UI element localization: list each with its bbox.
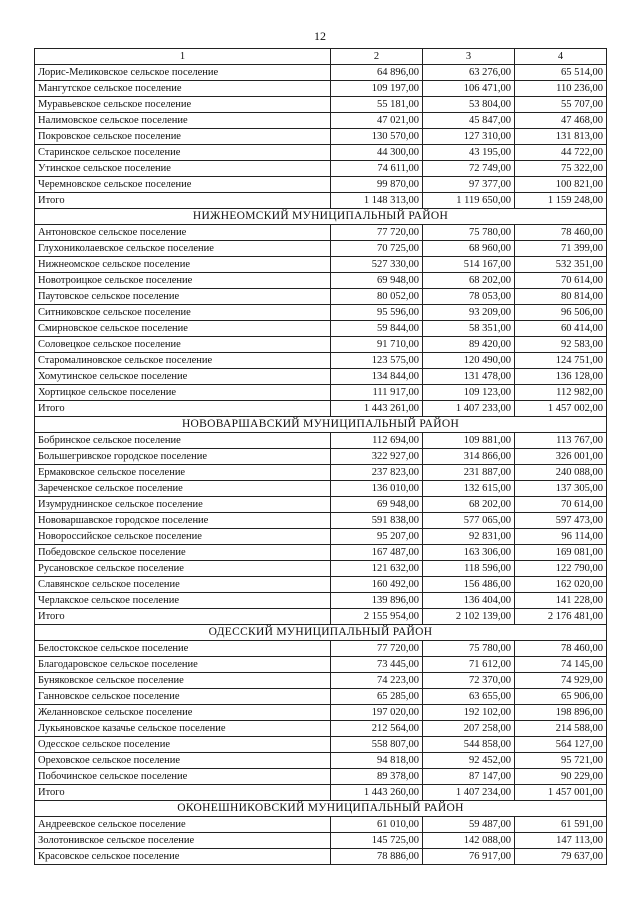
table-header-row [35,49,607,65]
amount-cell-col-2: 123 575,00 [331,353,423,369]
amount-cell-col-4: 1 159 248,00 [515,193,607,209]
amount-cell-col-3: 72 370,00 [423,673,515,689]
amount-cell-col-2: 197 020,00 [331,705,423,721]
amount-cell-col-3: 89 420,00 [423,337,515,353]
table-row [35,817,607,833]
amount-cell-col-2: 212 564,00 [331,721,423,737]
table-row [35,113,607,129]
amount-cell-col-2: 70 725,00 [331,241,423,257]
amount-cell-col-2: 65 285,00 [331,689,423,705]
amount-cell-col-3: 68 960,00 [423,241,515,257]
amount-cell-col-2: 145 725,00 [331,833,423,849]
amount-cell-col-3: 92 831,00 [423,529,515,545]
amount-cell-col-2: 527 330,00 [331,257,423,273]
table-row [35,593,607,609]
amount-cell-col-4: 1 457 001,00 [515,785,607,801]
amount-cell-col-3: 78 053,00 [423,289,515,305]
table-row [35,369,607,385]
amount-cell-col-3: 109 123,00 [423,385,515,401]
table-row [35,481,607,497]
table-row [35,305,607,321]
settlement-name-cell: Белостокское сельское поселение [35,641,331,657]
table-row [35,657,607,673]
settlement-name-cell: Старомалиновское сельское поселение [35,353,331,369]
amount-cell-col-4: 47 468,00 [515,113,607,129]
amount-cell-col-4: 80 814,00 [515,289,607,305]
settlement-name-cell: Победовское сельское поселение [35,545,331,561]
table-row [35,737,607,753]
settlement-name-cell: Муравьевское сельское поселение [35,97,331,113]
table-row [35,321,607,337]
amount-cell-col-3: 58 351,00 [423,321,515,337]
amount-cell-col-2: 112 694,00 [331,433,423,449]
settlement-name-cell: Мангутское сельское поселение [35,81,331,97]
header-col-1: 1 [35,49,331,65]
amount-cell-col-3: 109 881,00 [423,433,515,449]
settlement-name-cell: Старинское сельское поселение [35,145,331,161]
amount-cell-col-2: 59 844,00 [331,321,423,337]
settlement-name-cell: Итого [35,401,331,417]
amount-cell-col-4: 65 514,00 [515,65,607,81]
settlement-name-cell: Итого [35,609,331,625]
settlement-name-cell: Утинское сельское поселение [35,161,331,177]
amount-cell-col-4: 1 457 002,00 [515,401,607,417]
table-row [35,577,607,593]
page-number: 12 [314,29,326,43]
settlement-name-cell: Смирновское сельское поселение [35,321,331,337]
amount-cell-col-3: 314 866,00 [423,449,515,465]
settlement-name-cell: Черлакское сельское поселение [35,593,331,609]
amount-cell-col-2: 73 445,00 [331,657,423,673]
table-row [35,257,607,273]
settlement-name-cell: Глухониколаевское сельское поселение [35,241,331,257]
district-title: ОДЕССКИЙ МУНИЦИПАЛЬНЫЙ РАЙОН [35,625,607,641]
amount-cell-col-2: 74 611,00 [331,161,423,177]
amount-cell-col-2: 237 823,00 [331,465,423,481]
amount-cell-col-3: 68 202,00 [423,497,515,513]
settlement-name-cell: Итого [35,785,331,801]
amount-cell-col-2: 1 443 261,00 [331,401,423,417]
table-row [35,65,607,81]
amount-cell-col-4: 137 305,00 [515,481,607,497]
settlement-name-cell: Нововаршавское городское поселение [35,513,331,529]
amount-cell-col-3: 43 195,00 [423,145,515,161]
district-header-row [35,801,607,817]
amount-cell-col-4: 122 790,00 [515,561,607,577]
amount-cell-col-4: 96 506,00 [515,305,607,321]
district-title: ОКОНЕШНИКОВСКИЙ МУНИЦИПАЛЬНЫЙ РАЙОН [35,801,607,817]
table-body [35,65,607,865]
amount-cell-col-3: 544 858,00 [423,737,515,753]
amount-cell-col-2: 121 632,00 [331,561,423,577]
table-row [35,385,607,401]
amount-cell-col-2: 95 207,00 [331,529,423,545]
table-row [35,561,607,577]
amount-cell-col-4: 198 896,00 [515,705,607,721]
table-row [35,241,607,257]
table-row [35,529,607,545]
district-title: НОВОВАРШАВСКИЙ МУНИЦИПАЛЬНЫЙ РАЙОН [35,417,607,433]
amount-cell-col-4: 326 001,00 [515,449,607,465]
amount-cell-col-4: 74 145,00 [515,657,607,673]
settlement-name-cell: Зареченское сельское поселение [35,481,331,497]
settlement-name-cell: Желанновское сельское поселение [35,705,331,721]
table-row [35,673,607,689]
settlement-name-cell: Ермаковское сельское поселение [35,465,331,481]
table-row [35,849,607,865]
amount-cell-col-2: 55 181,00 [331,97,423,113]
table-row [35,177,607,193]
settlement-name-cell: Хортицкое сельское поселение [35,385,331,401]
settlement-name-cell: Новотроицкое сельское поселение [35,273,331,289]
table-row [35,433,607,449]
amount-cell-col-4: 78 460,00 [515,225,607,241]
table-row [35,609,607,625]
amount-cell-col-2: 47 021,00 [331,113,423,129]
amount-cell-col-3: 231 887,00 [423,465,515,481]
header-col-2: 2 [331,49,423,65]
amount-cell-col-3: 71 612,00 [423,657,515,673]
table-row [35,769,607,785]
amount-cell-col-4: 60 414,00 [515,321,607,337]
table-row [35,193,607,209]
amount-cell-col-2: 109 197,00 [331,81,423,97]
header-col-3: 3 [423,49,515,65]
settlement-name-cell: Буняковское сельское поселение [35,673,331,689]
header-col-4: 4 [515,49,607,65]
amount-cell-col-4: 141 228,00 [515,593,607,609]
table-row [35,465,607,481]
table-row [35,273,607,289]
settlement-name-cell: Бобринское сельское поселение [35,433,331,449]
amount-cell-col-4: 110 236,00 [515,81,607,97]
amount-cell-col-2: 77 720,00 [331,225,423,241]
settlement-name-cell: Ганновское сельское поселение [35,689,331,705]
amount-cell-col-4: 55 707,00 [515,97,607,113]
amount-cell-col-2: 80 052,00 [331,289,423,305]
amount-cell-col-2: 91 710,00 [331,337,423,353]
amount-cell-col-3: 577 065,00 [423,513,515,529]
amount-cell-col-2: 95 596,00 [331,305,423,321]
amount-cell-col-4: 95 721,00 [515,753,607,769]
settlement-name-cell: Одесское сельское поселение [35,737,331,753]
amount-cell-col-2: 2 155 954,00 [331,609,423,625]
amount-cell-col-2: 94 818,00 [331,753,423,769]
amount-cell-col-2: 69 948,00 [331,497,423,513]
settlement-name-cell: Славянское сельское поселение [35,577,331,593]
amount-cell-col-4: 74 929,00 [515,673,607,689]
table-row [35,689,607,705]
amount-cell-col-4: 169 081,00 [515,545,607,561]
amount-cell-col-4: 564 127,00 [515,737,607,753]
table-row [35,289,607,305]
table-row [35,449,607,465]
amount-cell-col-2: 78 886,00 [331,849,423,865]
settlement-name-cell: Большегривское городское поселение [35,449,331,465]
district-header-row [35,209,607,225]
table-row [35,161,607,177]
district-title: НИЖНЕОМСКИЙ МУНИЦИПАЛЬНЫЙ РАЙОН [35,209,607,225]
amount-cell-col-4: 100 821,00 [515,177,607,193]
amount-cell-col-2: 74 223,00 [331,673,423,689]
amount-cell-col-3: 2 102 139,00 [423,609,515,625]
amount-cell-col-4: 240 088,00 [515,465,607,481]
amount-cell-col-4: 124 751,00 [515,353,607,369]
amount-cell-col-4: 2 176 481,00 [515,609,607,625]
amount-cell-col-3: 106 471,00 [423,81,515,97]
allocation-table [34,48,607,865]
amount-cell-col-3: 87 147,00 [423,769,515,785]
amount-cell-col-4: 75 322,00 [515,161,607,177]
table-row [35,833,607,849]
amount-cell-col-3: 92 452,00 [423,753,515,769]
table-row [35,225,607,241]
amount-cell-col-2: 69 948,00 [331,273,423,289]
settlement-name-cell: Лорис-Меликовское сельское поселение [35,65,331,81]
amount-cell-col-3: 63 276,00 [423,65,515,81]
settlement-name-cell: Ситниковское сельское поселение [35,305,331,321]
amount-cell-col-3: 72 749,00 [423,161,515,177]
table-row [35,721,607,737]
amount-cell-col-3: 120 490,00 [423,353,515,369]
settlement-name-cell: Соловецкое сельское поселение [35,337,331,353]
amount-cell-col-3: 514 167,00 [423,257,515,273]
amount-cell-col-2: 61 010,00 [331,817,423,833]
table-row [35,145,607,161]
amount-cell-col-2: 77 720,00 [331,641,423,657]
settlement-name-cell: Антоновское сельское поселение [35,225,331,241]
amount-cell-col-3: 59 487,00 [423,817,515,833]
table-row [35,497,607,513]
settlement-name-cell: Итого [35,193,331,209]
table-row [35,353,607,369]
amount-cell-col-4: 78 460,00 [515,641,607,657]
amount-cell-col-3: 192 102,00 [423,705,515,721]
settlement-name-cell: Нижнеомское сельское поселение [35,257,331,273]
amount-cell-col-3: 132 615,00 [423,481,515,497]
amount-cell-col-4: 136 128,00 [515,369,607,385]
settlement-name-cell: Хомутинское сельское поселение [35,369,331,385]
amount-cell-col-2: 1 148 313,00 [331,193,423,209]
amount-cell-col-4: 90 229,00 [515,769,607,785]
amount-cell-col-2: 1 443 260,00 [331,785,423,801]
amount-cell-col-3: 45 847,00 [423,113,515,129]
amount-cell-col-4: 532 351,00 [515,257,607,273]
amount-cell-col-4: 113 767,00 [515,433,607,449]
settlement-name-cell: Благодаровское сельское поселение [35,657,331,673]
amount-cell-col-4: 597 473,00 [515,513,607,529]
amount-cell-col-4: 70 614,00 [515,497,607,513]
amount-cell-col-3: 53 804,00 [423,97,515,113]
amount-cell-col-3: 127 310,00 [423,129,515,145]
amount-cell-col-2: 558 807,00 [331,737,423,753]
amount-cell-col-4: 44 722,00 [515,145,607,161]
amount-cell-col-2: 89 378,00 [331,769,423,785]
amount-cell-col-2: 134 844,00 [331,369,423,385]
table-row [35,401,607,417]
amount-cell-col-3: 1 119 650,00 [423,193,515,209]
amount-cell-col-3: 68 202,00 [423,273,515,289]
settlement-name-cell: Красовское сельское поселение [35,849,331,865]
amount-cell-col-3: 156 486,00 [423,577,515,593]
settlement-name-cell: Налимовское сельское поселение [35,113,331,129]
amount-cell-col-2: 139 896,00 [331,593,423,609]
settlement-name-cell: Покровское сельское поселение [35,129,331,145]
table-row [35,97,607,113]
amount-cell-col-2: 591 838,00 [331,513,423,529]
amount-cell-col-4: 61 591,00 [515,817,607,833]
amount-cell-col-3: 136 404,00 [423,593,515,609]
amount-cell-col-4: 65 906,00 [515,689,607,705]
settlement-name-cell: Андреевское сельское поселение [35,817,331,833]
amount-cell-col-3: 76 917,00 [423,849,515,865]
settlement-name-cell: Золотонивское сельское поселение [35,833,331,849]
amount-cell-col-3: 207 258,00 [423,721,515,737]
amount-cell-col-3: 131 478,00 [423,369,515,385]
amount-cell-col-2: 322 927,00 [331,449,423,465]
amount-cell-col-3: 118 596,00 [423,561,515,577]
amount-cell-col-3: 75 780,00 [423,225,515,241]
amount-cell-col-2: 130 570,00 [331,129,423,145]
table-row [35,545,607,561]
table-row [35,753,607,769]
settlement-name-cell: Побочинское сельское поселение [35,769,331,785]
amount-cell-col-4: 214 588,00 [515,721,607,737]
table-row [35,785,607,801]
amount-cell-col-3: 1 407 234,00 [423,785,515,801]
amount-cell-col-3: 63 655,00 [423,689,515,705]
amount-cell-col-2: 160 492,00 [331,577,423,593]
amount-cell-col-2: 111 917,00 [331,385,423,401]
amount-cell-col-2: 167 487,00 [331,545,423,561]
amount-cell-col-3: 142 088,00 [423,833,515,849]
amount-cell-col-4: 162 020,00 [515,577,607,593]
settlement-name-cell: Ореховское сельское поселение [35,753,331,769]
table-row [35,81,607,97]
settlement-name-cell: Изумруднинское сельское поселение [35,497,331,513]
amount-cell-col-4: 70 614,00 [515,273,607,289]
amount-cell-col-4: 147 113,00 [515,833,607,849]
amount-cell-col-3: 1 407 233,00 [423,401,515,417]
amount-cell-col-2: 136 010,00 [331,481,423,497]
table-row [35,337,607,353]
amount-cell-col-3: 97 377,00 [423,177,515,193]
amount-cell-col-2: 64 896,00 [331,65,423,81]
district-header-row [35,417,607,433]
amount-cell-col-2: 99 870,00 [331,177,423,193]
amount-cell-col-4: 71 399,00 [515,241,607,257]
district-header-row [35,625,607,641]
amount-cell-col-4: 96 114,00 [515,529,607,545]
amount-cell-col-4: 92 583,00 [515,337,607,353]
settlement-name-cell: Русановское сельское поселение [35,561,331,577]
table-row [35,641,607,657]
amount-cell-col-4: 131 813,00 [515,129,607,145]
amount-cell-col-3: 93 209,00 [423,305,515,321]
amount-cell-col-4: 112 982,00 [515,385,607,401]
settlement-name-cell: Лукьяновское казачье сельское поселение [35,721,331,737]
settlement-name-cell: Паутовское сельское поселение [35,289,331,305]
amount-cell-col-2: 44 300,00 [331,145,423,161]
amount-cell-col-3: 75 780,00 [423,641,515,657]
amount-cell-col-3: 163 306,00 [423,545,515,561]
settlement-name-cell: Черемновское сельское поселение [35,177,331,193]
table-row [35,705,607,721]
amount-cell-col-4: 79 637,00 [515,849,607,865]
table-row [35,513,607,529]
settlement-name-cell: Новороссийское сельское поселение [35,529,331,545]
table-row [35,129,607,145]
